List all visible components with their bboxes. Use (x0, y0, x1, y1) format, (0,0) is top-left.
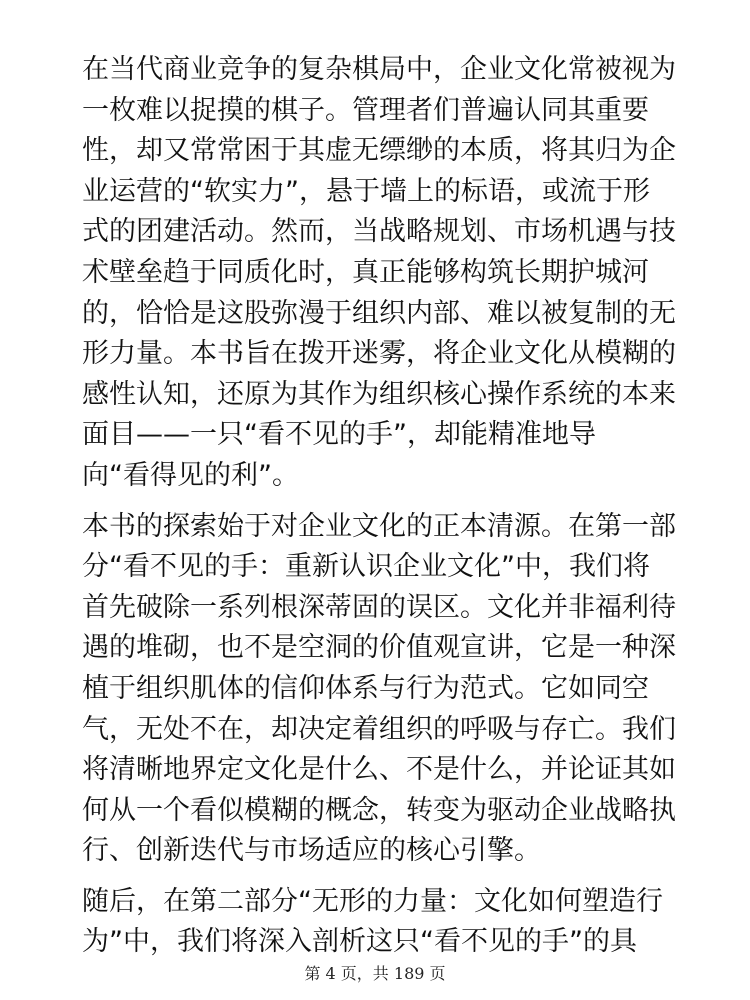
text-line: 形力量。本书旨在拨开迷雾，将企业文化从模糊的 (82, 338, 676, 370)
text-line: 何从一个看似模糊的概念，转变为驱动企业战略执 (82, 794, 676, 826)
text-line: 的，恰恰是这股弥漫于组织内部、难以被复制的无 (82, 297, 676, 329)
text-line: 分“看不见的手：重新认识企业文化”中，我们将 (82, 551, 650, 583)
paragraph-1 (82, 50, 676, 497)
text-line: 性，却又常常困于其虚无缥缈的本质，将其归为企 (82, 135, 676, 167)
text-line: 向“看得见的利”。 (82, 459, 299, 491)
text-line: 行、创新迭代与市场适应的核心引擎。 (82, 835, 541, 867)
text-line: 一枚难以捉摸的棋子。管理者们普遍认同其重要 (82, 94, 649, 126)
text-line: 面目——一只“看不见的手”，却能精准地导 (82, 419, 596, 451)
text-line: 术壁垒趋于同质化时，真正能够构筑长期护城河 (82, 256, 649, 288)
text-line: 首先破除一系列根深蒂固的误区。文化并非福利待 (82, 591, 676, 623)
text-line: 为”中，我们将深入剖析这只“看不见的手”的具 (82, 926, 637, 958)
paragraph-2 (82, 507, 676, 872)
text-line: 本书的探索始于对企业文化的正本清源。在第一部 (82, 510, 676, 542)
text-line: 在当代商业竞争的复杂棋局中，企业文化常被视为 (82, 54, 676, 85)
text-line: 将清晰地界定文化是什么、不是什么，并论证其如 (82, 754, 676, 786)
text-line: 式的团建活动。然而，当战略规划、市场机遇与技 (82, 216, 676, 248)
text-line: 遇的堆砌，也不是空洞的价值观宣讲，它是一种深 (82, 632, 676, 664)
text-line: 感性认知，还原为其作为组织核心操作系统的本来 (82, 378, 676, 410)
paragraph-3 (82, 882, 672, 963)
text-line: 气，无处不在，却决定着组织的呼吸与存亡。我们 (82, 713, 676, 745)
page-number-footer: 第 4 页，共 189 页 (304, 964, 446, 983)
text-line: 植于组织肌体的信仰体系与行为范式。它如同空 (82, 672, 649, 704)
body-text (82, 50, 676, 973)
text-line: 业运营的“软实力”，悬于墙上的标语，或流于形 (82, 175, 650, 207)
text-line: 随后，在第二部分“无形的力量：文化如何塑造行 (82, 885, 663, 917)
